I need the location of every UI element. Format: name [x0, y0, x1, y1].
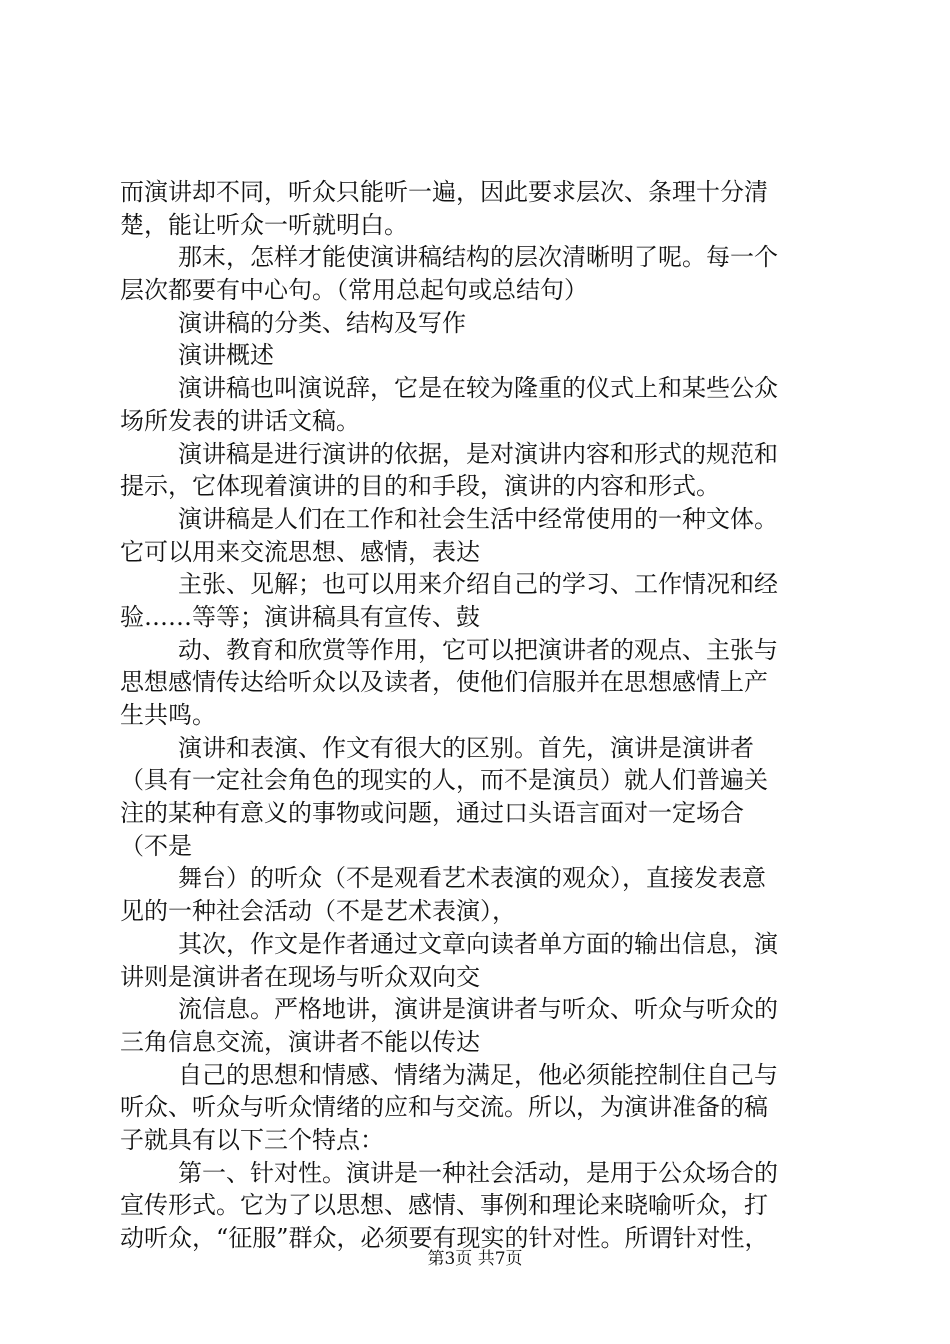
text-line: 宣传形式。它为了以思想、感情、事例和理论来晓喻听众，打: [120, 1191, 768, 1220]
text-line: 那末，怎样才能使演讲稿结构的层次清晰明了呢。每一个: [178, 243, 778, 272]
text-line: 自己的思想和情感、情绪为满足，他必须能控制住自己与: [178, 1060, 778, 1089]
text-line: 听众、听众与听众情绪的应和与交流。所以，为演讲准备的稿: [120, 1093, 768, 1122]
document-body: [120, 176, 840, 1255]
text-line: 主张、见解；也可以用来介绍自己的学习、工作情况和经: [178, 570, 778, 599]
text-line: 第一、针对性。演讲是一种社会活动，是用于公众场合的: [178, 1158, 778, 1187]
text-line: 生共鸣。: [120, 701, 216, 729]
text-line: 思想感情传达给听众以及读者，使他们信服并在思想感情上产: [120, 668, 768, 697]
text-line: 楚，能让听众一听就明白。: [120, 210, 408, 239]
text-line: 提示，它体现着演讲的目的和手段，演讲的内容和形式。: [120, 472, 720, 501]
text-line: 演讲和表演、作文有很大的区别。首先，演讲是演讲者: [178, 733, 754, 762]
text-line: 动听众，“征服”群众，必须要有现实的针对性。所谓针对性，: [120, 1224, 769, 1252]
text-line: 演讲概述: [178, 341, 274, 370]
text-line: 注的某种有意义的事物或问题，通过口头语言面对一定场合: [120, 799, 744, 828]
text-line: 讲则是演讲者在现场与听众双向交: [120, 962, 480, 991]
text-line: 演讲稿是进行演讲的依据，是对演讲内容和形式的规范和: [178, 439, 778, 468]
text-line: 三角信息交流，演讲者不能以传达: [120, 1027, 480, 1056]
text-line: 动、教育和欣赏等作用，它可以把演讲者的观点、主张与: [178, 635, 778, 664]
text-line: 它可以用来交流思想、感情，表达: [120, 537, 480, 566]
text-line: 流信息。严格地讲，演讲是演讲者与听众、听众与听众的: [178, 995, 778, 1024]
text-line: 演讲稿也叫演说辞，它是在较为隆重的仪式上和某些公众: [178, 374, 778, 403]
text-line: 验……等等；演讲稿具有宣传、鼓: [120, 602, 480, 631]
text-line: 舞台）的听众（不是观看艺术表演的观众），直接发表意: [178, 864, 766, 893]
text-line: 其次，作文是作者通过文章向读者单方面的输出信息，演: [178, 929, 778, 958]
text-line: （具有一定社会角色的现实的人，而不是演员）就人们普遍关: [120, 766, 768, 795]
text-line: （不是: [120, 831, 192, 860]
text-line: 而演讲却不同，听众只能听一遍，因此要求层次、条理十分清: [120, 178, 768, 206]
text-line: 子就具有以下三个特点：: [120, 1125, 384, 1154]
text-line: 层次都要有中心句。（常用总起句或总结句）: [120, 276, 588, 305]
text-line: 演讲稿的分类、结构及写作: [178, 308, 466, 337]
text-line: 见的一种社会活动（不是艺术表演），: [120, 897, 516, 926]
text-line: 演讲稿是人们在工作和社会生活中经常使用的一种文体。: [178, 504, 778, 533]
text-line: 场所发表的讲话文稿。: [120, 406, 360, 435]
page-footer: 第3页 共7页: [427, 1249, 523, 1269]
